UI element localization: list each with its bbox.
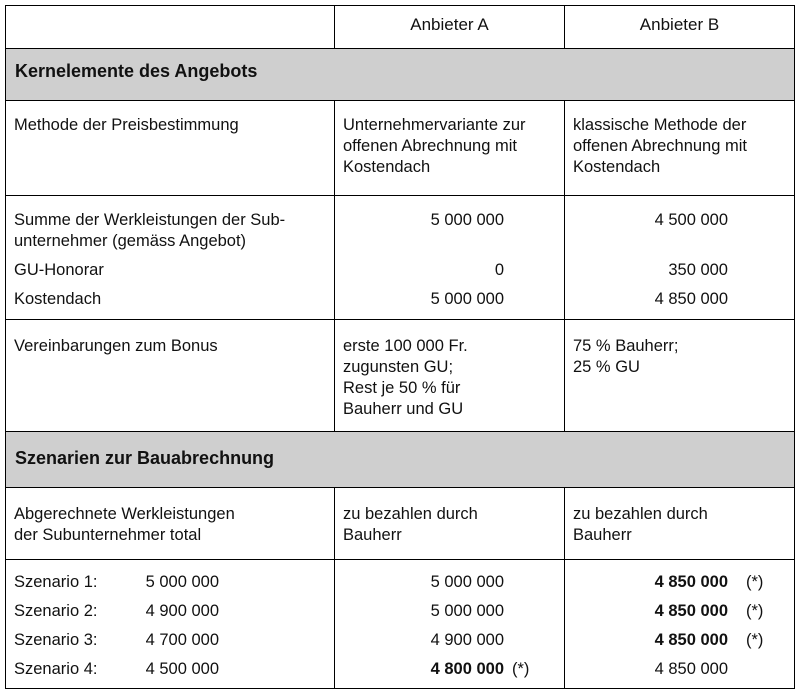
scenario-name: Szenario 1: — [14, 573, 98, 591]
scenarios-row — [6, 559, 794, 688]
scenario-total: 4 700 000 — [145, 631, 219, 649]
bonus-label: Vereinbarungen zum Bonus — [14, 337, 218, 355]
method-row — [6, 100, 794, 195]
section-kernelemente — [6, 48, 794, 100]
settlement-b-line: Bauherr — [573, 526, 632, 544]
scenario-b-value: 4 850 000 — [654, 602, 728, 620]
scenario-b-value: 4 850 000 — [654, 660, 728, 678]
method-a-line: Unternehmervariante zur — [343, 116, 526, 134]
header-anbieter-b: Anbieter B — [564, 6, 794, 48]
section-title: Szenarien zur Bauabrechnung — [15, 448, 275, 468]
section-title: Kernelemente des Angebots — [15, 61, 258, 81]
cap-b-value: 4 850 000 — [654, 290, 728, 308]
scenario-a-value: 4 800 000 — [430, 660, 504, 678]
settlement-a-line: zu bezahlen durch — [343, 505, 478, 523]
bonus-a-line: erste 100 000 Fr. — [343, 337, 468, 355]
scenario-name: Szenario 2: — [14, 602, 98, 620]
header-anbieter-a: Anbieter A — [334, 6, 564, 48]
scenario-name: Szenario 4: — [14, 660, 98, 678]
scenario-a-value: 4 900 000 — [430, 631, 504, 649]
scenario-a-value: 5 000 000 — [430, 602, 504, 620]
settlement-label: Abgerechnete Werkleistungen — [14, 505, 235, 523]
bonus-row — [6, 319, 794, 431]
header-row — [6, 6, 794, 48]
method-b-line: klassische Methode der — [573, 116, 747, 134]
scenario-b-value: 4 850 000 — [654, 631, 728, 649]
method-label: Methode der Preisbestimmung — [14, 116, 239, 134]
settlement-b-line: zu bezahlen durch — [573, 505, 708, 523]
sum-a-value: 5 000 000 — [430, 211, 504, 229]
method-a-line: offenen Abrechnung mit — [343, 137, 517, 155]
scenario-name: Szenario 3: — [14, 631, 98, 649]
settlement-a-line: Bauherr — [343, 526, 402, 544]
scenario-a-note: (*) — [512, 660, 530, 678]
kostendach-label: Kostendach — [14, 290, 102, 308]
scenario-b-note: (*) — [746, 631, 764, 649]
gu-b-value: 350 000 — [668, 261, 728, 279]
gu-honorar-label: GU-Honorar — [14, 261, 104, 279]
scenario-b-note: (*) — [746, 573, 764, 591]
bonus-b-line: 75 % Bauherr; — [573, 337, 679, 355]
section-szenarien — [6, 431, 794, 487]
settlement-label: der Subunternehmer total — [14, 526, 202, 544]
sum-b-value: 4 500 000 — [654, 211, 728, 229]
header-empty-cell — [6, 6, 334, 48]
sum-label: unternehmer (gemäss Angebot) — [14, 232, 247, 250]
costs-row — [6, 195, 794, 319]
method-b-line: offenen Abrechnung mit — [573, 137, 747, 155]
bonus-b-line: 25 % GU — [573, 358, 640, 376]
scenario-b-note: (*) — [746, 602, 764, 620]
bonus-a-line: Bauherr und GU — [343, 400, 464, 418]
comparison-table — [5, 5, 795, 689]
scenario-total: 4 900 000 — [145, 602, 219, 620]
bonus-a-line: zugunsten GU; — [343, 358, 454, 376]
method-a-line: Kostendach — [343, 158, 431, 176]
gu-a-value: 0 — [494, 261, 504, 279]
scenario-a-value: 5 000 000 — [430, 573, 504, 591]
scenario-b-value: 4 850 000 — [654, 573, 728, 591]
cap-a-value: 5 000 000 — [430, 290, 504, 308]
settlement-row — [6, 487, 794, 559]
sum-label: Summe der Werkleistungen der Sub- — [14, 211, 286, 229]
scenario-total: 5 000 000 — [145, 573, 219, 591]
method-b-line: Kostendach — [573, 158, 661, 176]
bonus-a-line: Rest je 50 % für — [343, 379, 461, 397]
scenario-total: 4 500 000 — [145, 660, 219, 678]
